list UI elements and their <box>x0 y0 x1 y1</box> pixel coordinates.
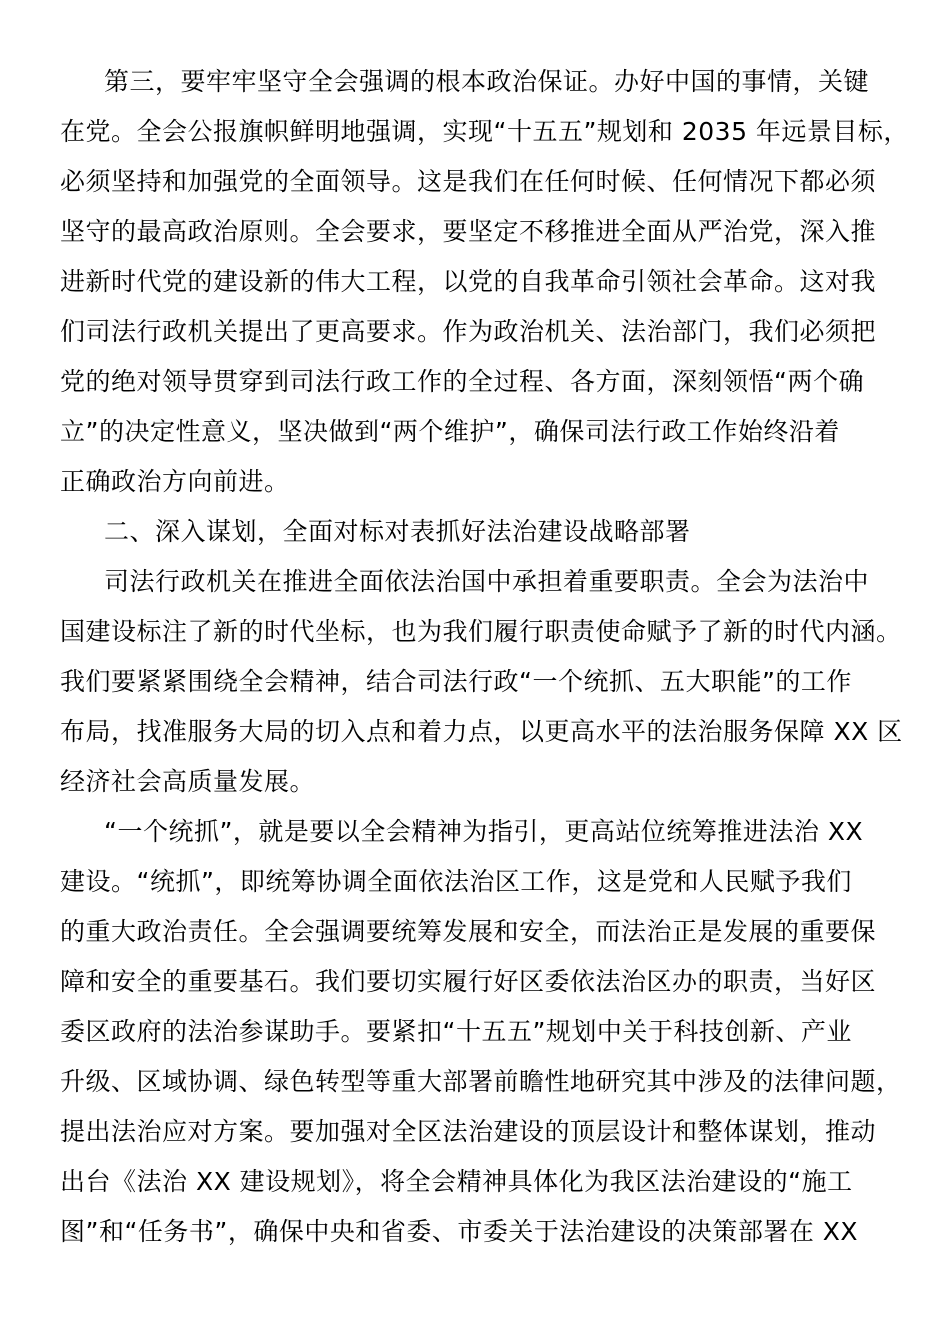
text-line: 布局，找准服务大局的切入点和着力点，以更高水平的法治服务保障 XX 区 <box>60 717 903 746</box>
text-line: 经济社会高质量发展。 <box>60 767 316 796</box>
paragraph <box>60 557 903 807</box>
text-line: 我们要紧紧围绕全会精神，结合司法行政“一个统抓、五大职能”的工作 <box>60 667 852 696</box>
text-line: 委区政府的法治参谋助手。要紧扣“十五五”规划中关于科技创新、产业 <box>60 1017 852 1046</box>
paragraph <box>60 807 902 1257</box>
text-line: 图”和“任务书”，确保中央和省委、市委关于法治建设的决策部署在 XX <box>60 1217 859 1246</box>
text-line: 们司法行政机关提出了更高要求。作为政治机关、法治部门，我们必须把 <box>60 317 877 346</box>
text-line: 在党。全会公报旗帜鲜明地强调，实现“十五五”规划和 2035 年远景目标， <box>60 117 909 146</box>
text-line: 升级、区域协调、绿色转型等重大部署前瞻性地研究其中涉及的法律问题， <box>60 1067 902 1096</box>
text-line: 进新时代党的建设新的伟大工程，以党的自我革命引领社会革命。这对我 <box>60 267 877 296</box>
text-line: 障和安全的重要基石。我们要切实履行好区委依法治区办的职责，当好区 <box>60 967 877 996</box>
text-line: 提出法治应对方案。要加强对全区法治建设的顶层设计和整体谋划，推动 <box>60 1117 877 1146</box>
text-line: 出台《法治 XX 建设规划》，将全会精神具体化为我区法治建设的“施工 <box>60 1167 853 1196</box>
text-line: 国建设标注了新的时代坐标，也为我们履行职责使命赋予了新的时代内涵。 <box>60 617 902 646</box>
text-line: 党的绝对领导贯穿到司法行政工作的全过程、各方面，深刻领悟“两个确 <box>60 367 864 396</box>
document-body <box>60 57 909 1257</box>
heading-line: 二、深入谋划，全面对标对表抓好法治建设战略部署 <box>104 517 691 546</box>
paragraph <box>60 57 909 507</box>
text-line: 必须坚持和加强党的全面领导。这是我们在任何时候、任何情况下都必须 <box>60 167 877 196</box>
text-line: 司法行政机关在推进全面依法治国中承担着重要职责。全会为法治中 <box>104 567 870 596</box>
section-heading <box>60 507 894 557</box>
text-line: 建设。“统抓”，即统筹协调全面依法治区工作，这是党和人民赋予我们 <box>60 867 852 896</box>
text-line: “一个统抓”，就是要以全会精神为指引，更高站位统筹推进法治 XX <box>104 817 864 846</box>
text-line: 正确政治方向前进。 <box>60 467 290 496</box>
text-line: 立”的决定性意义，坚决做到“两个维护”，确保司法行政工作始终沿着 <box>60 417 840 446</box>
text-line: 坚守的最高政治原则。全会要求，要坚定不移推进全面从严治党，深入推 <box>60 217 877 246</box>
text-line: 第三，要牢牢坚守全会强调的根本政治保证。办好中国的事情，关键 <box>104 67 870 96</box>
text-line: 的重大政治责任。全会强调要统筹发展和安全，而法治正是发展的重要保 <box>60 917 877 946</box>
